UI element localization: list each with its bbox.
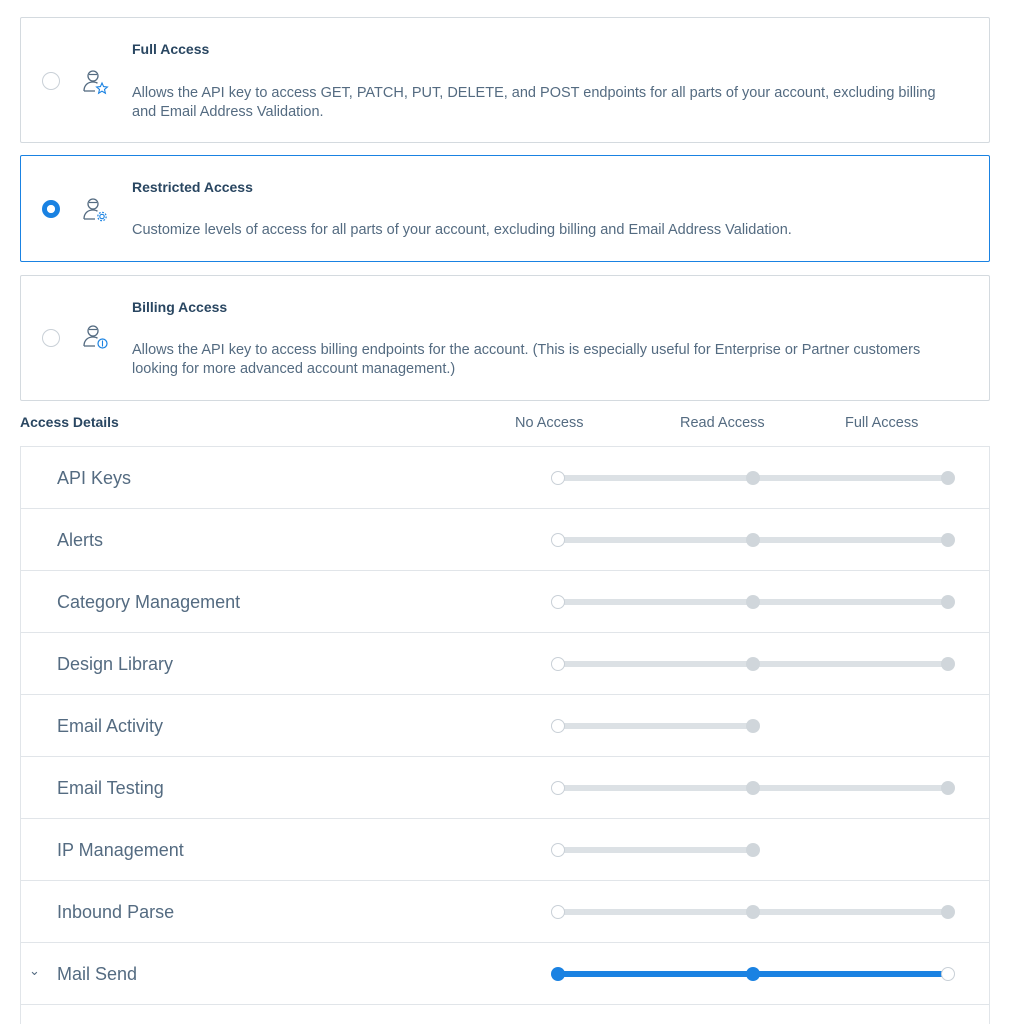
column-full-access: Full Access — [845, 415, 919, 431]
restricted-access-description: Customize levels of access for all parts of your account, excluding billing and Email Address Validation. — [132, 222, 792, 238]
user-star-icon — [81, 68, 111, 98]
slider-stop[interactable] — [941, 905, 955, 919]
slider-stop[interactable] — [941, 533, 955, 547]
full-access-card[interactable] — [20, 17, 990, 143]
permission-row — [20, 757, 990, 819]
slider-stop[interactable] — [746, 781, 760, 795]
slider-stop[interactable] — [941, 595, 955, 609]
access-slider[interactable] — [551, 594, 961, 610]
access-slider[interactable] — [551, 780, 961, 796]
slider-stop[interactable] — [551, 967, 565, 981]
access-slider[interactable] — [551, 470, 961, 486]
permission-row — [20, 571, 990, 633]
permission-list — [20, 446, 990, 1024]
chevron-down-icon[interactable]: ⌄ — [29, 963, 40, 978]
permission-row — [20, 447, 990, 509]
access-details-title: Access Details — [20, 414, 119, 430]
slider-stop[interactable] — [551, 595, 565, 609]
slider-stop[interactable] — [551, 843, 565, 857]
permission-label: Category Management — [57, 592, 241, 612]
permission-label: Design Library — [57, 654, 174, 674]
slider-stop[interactable] — [746, 595, 760, 609]
access-details-header — [20, 412, 990, 434]
access-slider[interactable] — [551, 656, 961, 672]
restricted-access-title: Restricted Access — [132, 179, 253, 195]
slider-stop[interactable] — [551, 905, 565, 919]
slider-stop[interactable] — [941, 967, 955, 981]
slider-stop[interactable] — [746, 967, 760, 981]
access-slider[interactable] — [551, 966, 961, 982]
user-dollar-icon — [81, 323, 111, 353]
permission-label: Alerts — [57, 530, 104, 550]
restricted-access-card[interactable] — [20, 155, 990, 262]
slider-stop[interactable] — [746, 905, 760, 919]
slider-stop[interactable] — [551, 657, 565, 671]
slider-stop[interactable] — [551, 471, 565, 485]
access-slider[interactable] — [551, 842, 961, 858]
column-read-access: Read Access — [680, 415, 765, 431]
slider-stop[interactable] — [551, 533, 565, 547]
permission-label: Inbound Parse — [57, 902, 175, 922]
slider-stop[interactable] — [941, 657, 955, 671]
slider-stop[interactable] — [551, 781, 565, 795]
restricted-access-radio[interactable] — [42, 200, 60, 218]
permission-row — [20, 1005, 990, 1024]
full-access-title: Full Access — [132, 41, 210, 57]
billing-access-card[interactable] — [20, 275, 990, 401]
billing-access-radio[interactable] — [42, 329, 60, 347]
full-access-description: Allows the API key to access GET, PATCH, PUT, DELETE, and POST endpoints for all parts of your account, excluding billing and Email Address Validation. — [132, 85, 936, 120]
slider-stop[interactable] — [746, 719, 760, 733]
slider-stop[interactable] — [941, 471, 955, 485]
permission-row — [20, 819, 990, 881]
slider-track[interactable] — [558, 847, 753, 853]
permission-label: API Keys — [57, 468, 132, 488]
access-slider[interactable] — [551, 904, 961, 920]
slider-stop[interactable] — [746, 533, 760, 547]
slider-track[interactable] — [558, 723, 753, 729]
full-access-radio[interactable] — [42, 72, 60, 90]
slider-stop[interactable] — [746, 843, 760, 857]
slider-stop[interactable] — [551, 719, 565, 733]
permission-label: Email Testing — [57, 778, 164, 798]
billing-access-description: Allows the API key to access billing endpoints for the account. (This is especially useful for Enterprise or Partner customers looking for more advanced account management.) — [132, 342, 921, 377]
permission-label: Mail Send — [57, 964, 138, 984]
permission-row — [20, 633, 990, 695]
permission-row — [20, 695, 990, 757]
billing-access-title: Billing Access — [132, 299, 228, 315]
access-slider[interactable] — [551, 718, 961, 734]
permission-label: IP Management — [57, 840, 184, 860]
slider-stop[interactable] — [746, 471, 760, 485]
permission-row — [20, 943, 990, 1005]
permission-label: Email Activity — [57, 716, 164, 736]
access-slider[interactable] — [551, 532, 961, 548]
slider-stop[interactable] — [941, 781, 955, 795]
permission-row — [20, 881, 990, 943]
user-gear-icon — [81, 196, 111, 226]
column-no-access: No Access — [515, 415, 584, 431]
slider-stop[interactable] — [746, 657, 760, 671]
permission-row — [20, 509, 990, 571]
